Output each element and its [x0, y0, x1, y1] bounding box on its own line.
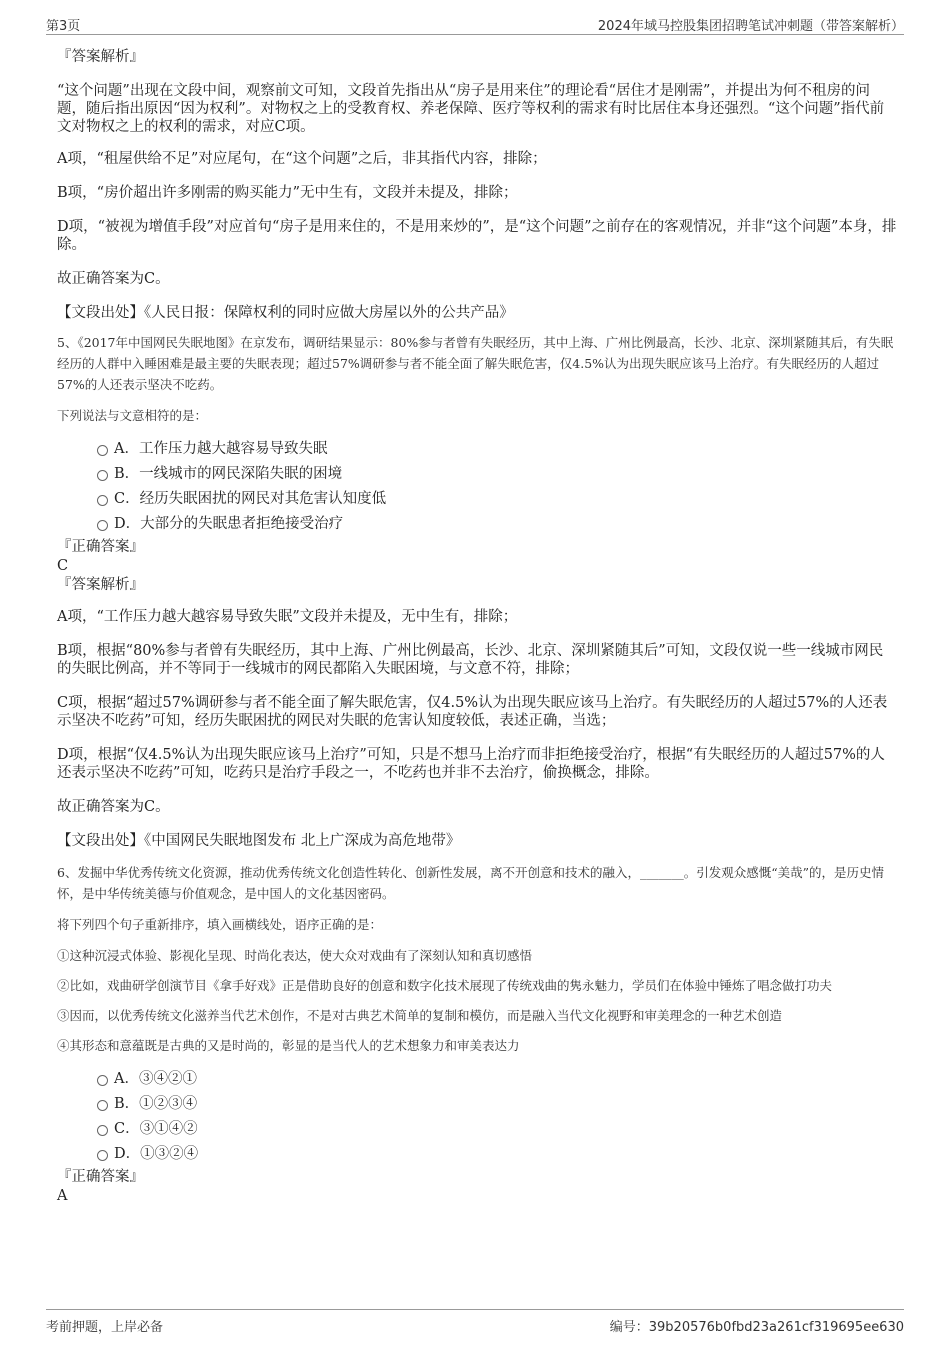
conclusion: 故正确答案为C。 — [57, 799, 170, 815]
radio-icon[interactable] — [97, 470, 108, 481]
question-5-stem: 5、《2017年中国网民失眠地图》在京发布，调研结果显示：80%参与者曾有失眠经历，其中上海、广州比例最高，长沙、北京、深圳紧随其后，有失眠经历的人群中入睡困难是最主要的失眠表现；超过57%调研参与者不能全面了解失眠危害，仅4.5%认为出现失眠应该马上治疗。有失眠经历的人超过57%的人还表示坚决不吃药。 — [57, 335, 894, 392]
sentence-1: ①这种沉浸式体验、影视化呈现、时尚化表达，使大众对戏曲有了深刻认知和真切感悟 — [57, 948, 533, 963]
question-5-option-c[interactable]: C．经历失眠困扰的网民对其危害认知度低 — [97, 490, 897, 508]
radio-icon[interactable] — [97, 1100, 108, 1111]
conclusion: 故正确答案为C。 — [57, 271, 170, 287]
radio-icon[interactable] — [97, 1075, 108, 1086]
radio-icon[interactable] — [97, 445, 108, 456]
question-5-prompt: 下列说法与文意相符的是： — [57, 408, 208, 423]
radio-icon[interactable] — [97, 1150, 108, 1161]
sentence-2: ②比如，戏曲研学创演节目《拿手好戏》正是借助良好的创意和数字化技术展现了传统戏曲的隽永魅力，学员们在体验中锤炼了唱念做打功夫 — [57, 978, 833, 993]
radio-icon[interactable] — [97, 520, 108, 531]
correct-answer-label: 『正确答案』 — [57, 539, 144, 555]
radio-icon[interactable] — [97, 495, 108, 506]
analysis-paragraph: “这个问题”出现在文段中间，观察前文可知，文段首先指出从“房子是用来住”的理论看“居住才是刚需”，并提出为何不租房的问题，随后指出原因“因为权利”。对物权之上的受教育权、养老保障、医疗等权利的需求有时比居住本身还强烈。“这个问题”指代前文对物权之上的权利的需求，对应C项。 — [57, 83, 885, 135]
page-header — [46, 12, 904, 35]
question-6-stem: 6、发掘中华优秀传统文化资源，推动优秀传统文化创造性转化、创新性发展，离不开创意和技术的融入，_______。引发观众感慨“美哉”的，是历史情怀，是中华传统美德与价值观念，是中国人的文化基因密码。 — [57, 865, 884, 901]
analysis-option-a: A项，“租屋供给不足”对应尾句，在“这个问题”之后，非其指代内容，排除； — [57, 151, 547, 167]
source-citation: 【文段出处】《中国网民失眠地图发布 北上广深成为高危地带》 — [57, 833, 461, 849]
correct-answer: C — [57, 558, 69, 574]
radio-icon[interactable] — [97, 1125, 108, 1136]
page-content — [57, 44, 897, 1205]
question-5-option-b[interactable]: B．一线城市的网民深陷失眠的困境 — [97, 465, 897, 483]
question-6-option-d[interactable]: D．①③②④ — [97, 1145, 897, 1163]
analysis-option-d: D项，“被视为增值手段”对应首句“房子是用来住的，不是用来炒的”，是“这个问题”之前存在的客观情况，并非“这个问题”本身，排除。 — [57, 219, 897, 253]
question-6-option-a[interactable]: A．③④②① — [97, 1070, 897, 1088]
analysis-option-c: C项，根据“超过57%调研参与者不能全面了解失眠危害，仅4.5%认为出现失眠应该马上治疗。有失眠经历的人超过57%的人还表示坚决不吃药”可知，经历失眠困扰的网民对失眠的危害认知度较低，表述正确，当选； — [57, 695, 888, 729]
analysis-label: 『答案解析』 — [57, 49, 144, 65]
question-5-option-a[interactable]: A．工作压力越大越容易导致失眠 — [97, 440, 897, 458]
sentence-3: ③因而，以优秀传统文化滋养当代艺术创作，不是对古典艺术简单的复制和模仿，而是融入当代文化视野和审美理念的一种艺术创造 — [57, 1008, 783, 1023]
document-title: 2024年域马控股集团招聘笔试冲刺题（带答案解析） — [597, 19, 904, 34]
sentence-4: ④其形态和意蕴既是古典的又是时尚的，彰显的是当代人的艺术想象力和审美表达力 — [57, 1038, 520, 1053]
analysis-option-b: B项，“房价超出许多刚需的购买能力”无中生有，文段并未提及，排除； — [57, 185, 518, 201]
analysis-option-d: D项，根据“仅4.5%认为出现失眠应该马上治疗”可知，只是不想马上治疗而非拒绝接受治疗，根据“有失眠经历的人超过57%的人还表示坚决不吃药”可知，吃药只是治疗手段之一，不吃药也并非不去治疗，偷换概念，排除。 — [57, 747, 885, 781]
source-citation: 【文段出处】《人民日报：保障权利的同时应做大房屋以外的公共产品》 — [57, 305, 514, 321]
analysis-option-a: A项，“工作压力越大越容易导致失眠”文段并未提及，无中生有，排除； — [57, 609, 518, 625]
question-6-option-c[interactable]: C．③①④② — [97, 1120, 897, 1138]
analysis-label: 『答案解析』 — [57, 577, 144, 593]
analysis-option-b: B项，根据“80%参与者曾有失眠经历，其中上海、广州比例最高，长沙、北京、深圳紧随其后”可知，文段仅说一些一线城市网民的失眠比例高，并不等同于一线城市的网民都陷入失眠困境，与文意不符，排除； — [57, 643, 884, 677]
correct-answer: A — [57, 1188, 68, 1204]
correct-answer-label: 『正确答案』 — [57, 1169, 144, 1185]
page-number: 第3页 — [46, 19, 81, 34]
question-6-option-b[interactable]: B．①②③④ — [97, 1095, 897, 1113]
question-6-prompt: 将下列四个句子重新排序，填入画横线处，语序正确的是： — [57, 917, 383, 932]
page-footer — [46, 1309, 904, 1336]
question-5-option-d[interactable]: D．大部分的失眠患者拒绝接受治疗 — [97, 515, 897, 533]
footer-slogan: 考前押题，上岸必备 — [46, 1320, 164, 1335]
document-code: 编号：39b20576b0fbd23a261cf319695ee630 — [609, 1320, 904, 1335]
